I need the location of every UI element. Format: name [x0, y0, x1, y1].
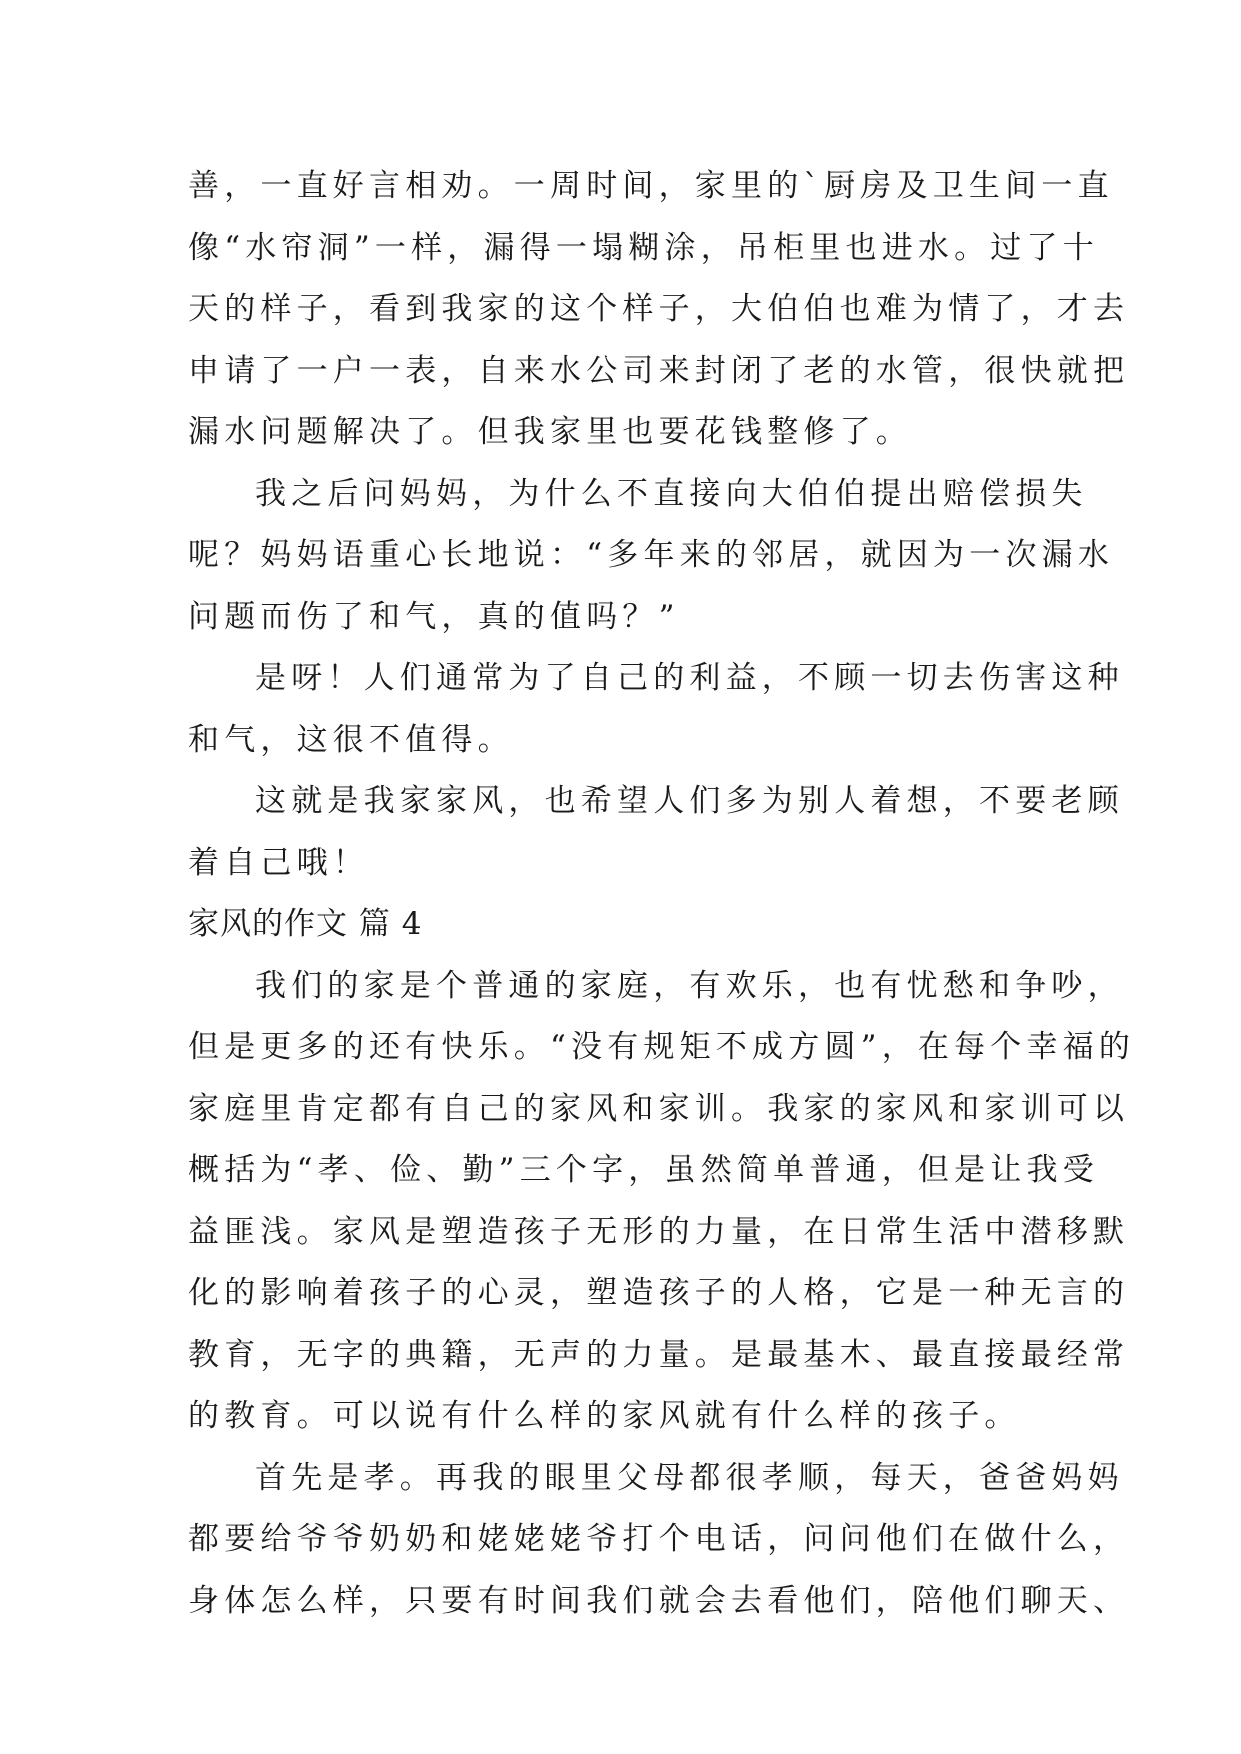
paragraph — [188, 464, 1115, 649]
paragraph — [188, 1448, 1130, 1633]
text-line: 我们的家是个普通的家庭，有欢乐，也有忧愁和争吵， — [255, 967, 1124, 1004]
heading-text: 家风的作文 篇 4 — [188, 906, 423, 942]
text-line: 呢？妈妈语重心长地说：“多年来的邻居，就因为一次漏水 — [188, 537, 1115, 573]
section-heading — [188, 894, 1068, 956]
text-line: 这就是我家家风，也希望人们多为别人着想，不要老顾 — [255, 783, 1124, 819]
text-line: 着自己哦！ — [188, 844, 369, 881]
text-line: 家庭里肯定都有自己的家风和家训。我家的家风和家训可以 — [188, 1090, 1130, 1127]
text-line: 天的样子，看到我家的这个样子，大伯伯也难为情了，才去 — [188, 291, 1130, 327]
document-body — [188, 156, 1136, 1632]
paragraph — [188, 771, 1124, 894]
text-line: 像“水帘洞”一样，漏得一塌糊涂，吊柜里也进水。过了十 — [188, 229, 1099, 266]
text-line: 概括为“孝、俭、勤”三个字，虽然简单普通，但是让我受 — [188, 1152, 1099, 1188]
text-line: 善，一直好言相劝。一周时间，家里的`厨房及卫生间一直 — [188, 168, 1114, 204]
paragraph — [188, 956, 1136, 1448]
text-line: 和气，这很不值得。 — [188, 721, 514, 758]
paragraph — [188, 156, 1130, 464]
text-line: 问题而伤了和气，真的值吗？” — [188, 598, 680, 635]
paragraph — [188, 648, 1124, 771]
text-line: 漏水问题解决了。但我家里也要花钱整修了。 — [188, 414, 912, 450]
text-line: 首先是孝。再我的眼里父母都很孝顺，每天，爸爸妈妈 — [255, 1459, 1124, 1496]
text-line: 化的影响着孩子的心灵，塑造孩子的人格，它是一种无言的 — [188, 1275, 1130, 1311]
text-line: 申请了一户一表，自来水公司来封闭了老的水管，很快就把 — [188, 352, 1130, 389]
text-line: 但是更多的还有快乐。“没有规矩不成方圆”，在每个幸福的 — [188, 1029, 1136, 1065]
text-line: 我之后问妈妈，为什么不直接向大伯伯提出赔偿损失 — [255, 475, 1088, 512]
text-line: 身体怎么样，只要有时间我们就会去看他们，陪他们聊天、 — [188, 1582, 1130, 1619]
text-line: 的教育。可以说有什么样的家风就有什么样的孩子。 — [188, 1398, 1021, 1434]
text-line: 益匪浅。家风是塑造孩子无形的力量，在日常生活中潜移默 — [188, 1213, 1130, 1250]
text-line: 是呀！人们通常为了自己的利益，不顾一切去伤害这种 — [255, 660, 1124, 696]
text-line: 教育，无字的典籍，无声的力量。是最基木、最直接最经常 — [188, 1336, 1130, 1373]
text-line: 都要给爷爷奶奶和姥姥姥爷打个电话，问问他们在做什么， — [188, 1521, 1130, 1557]
